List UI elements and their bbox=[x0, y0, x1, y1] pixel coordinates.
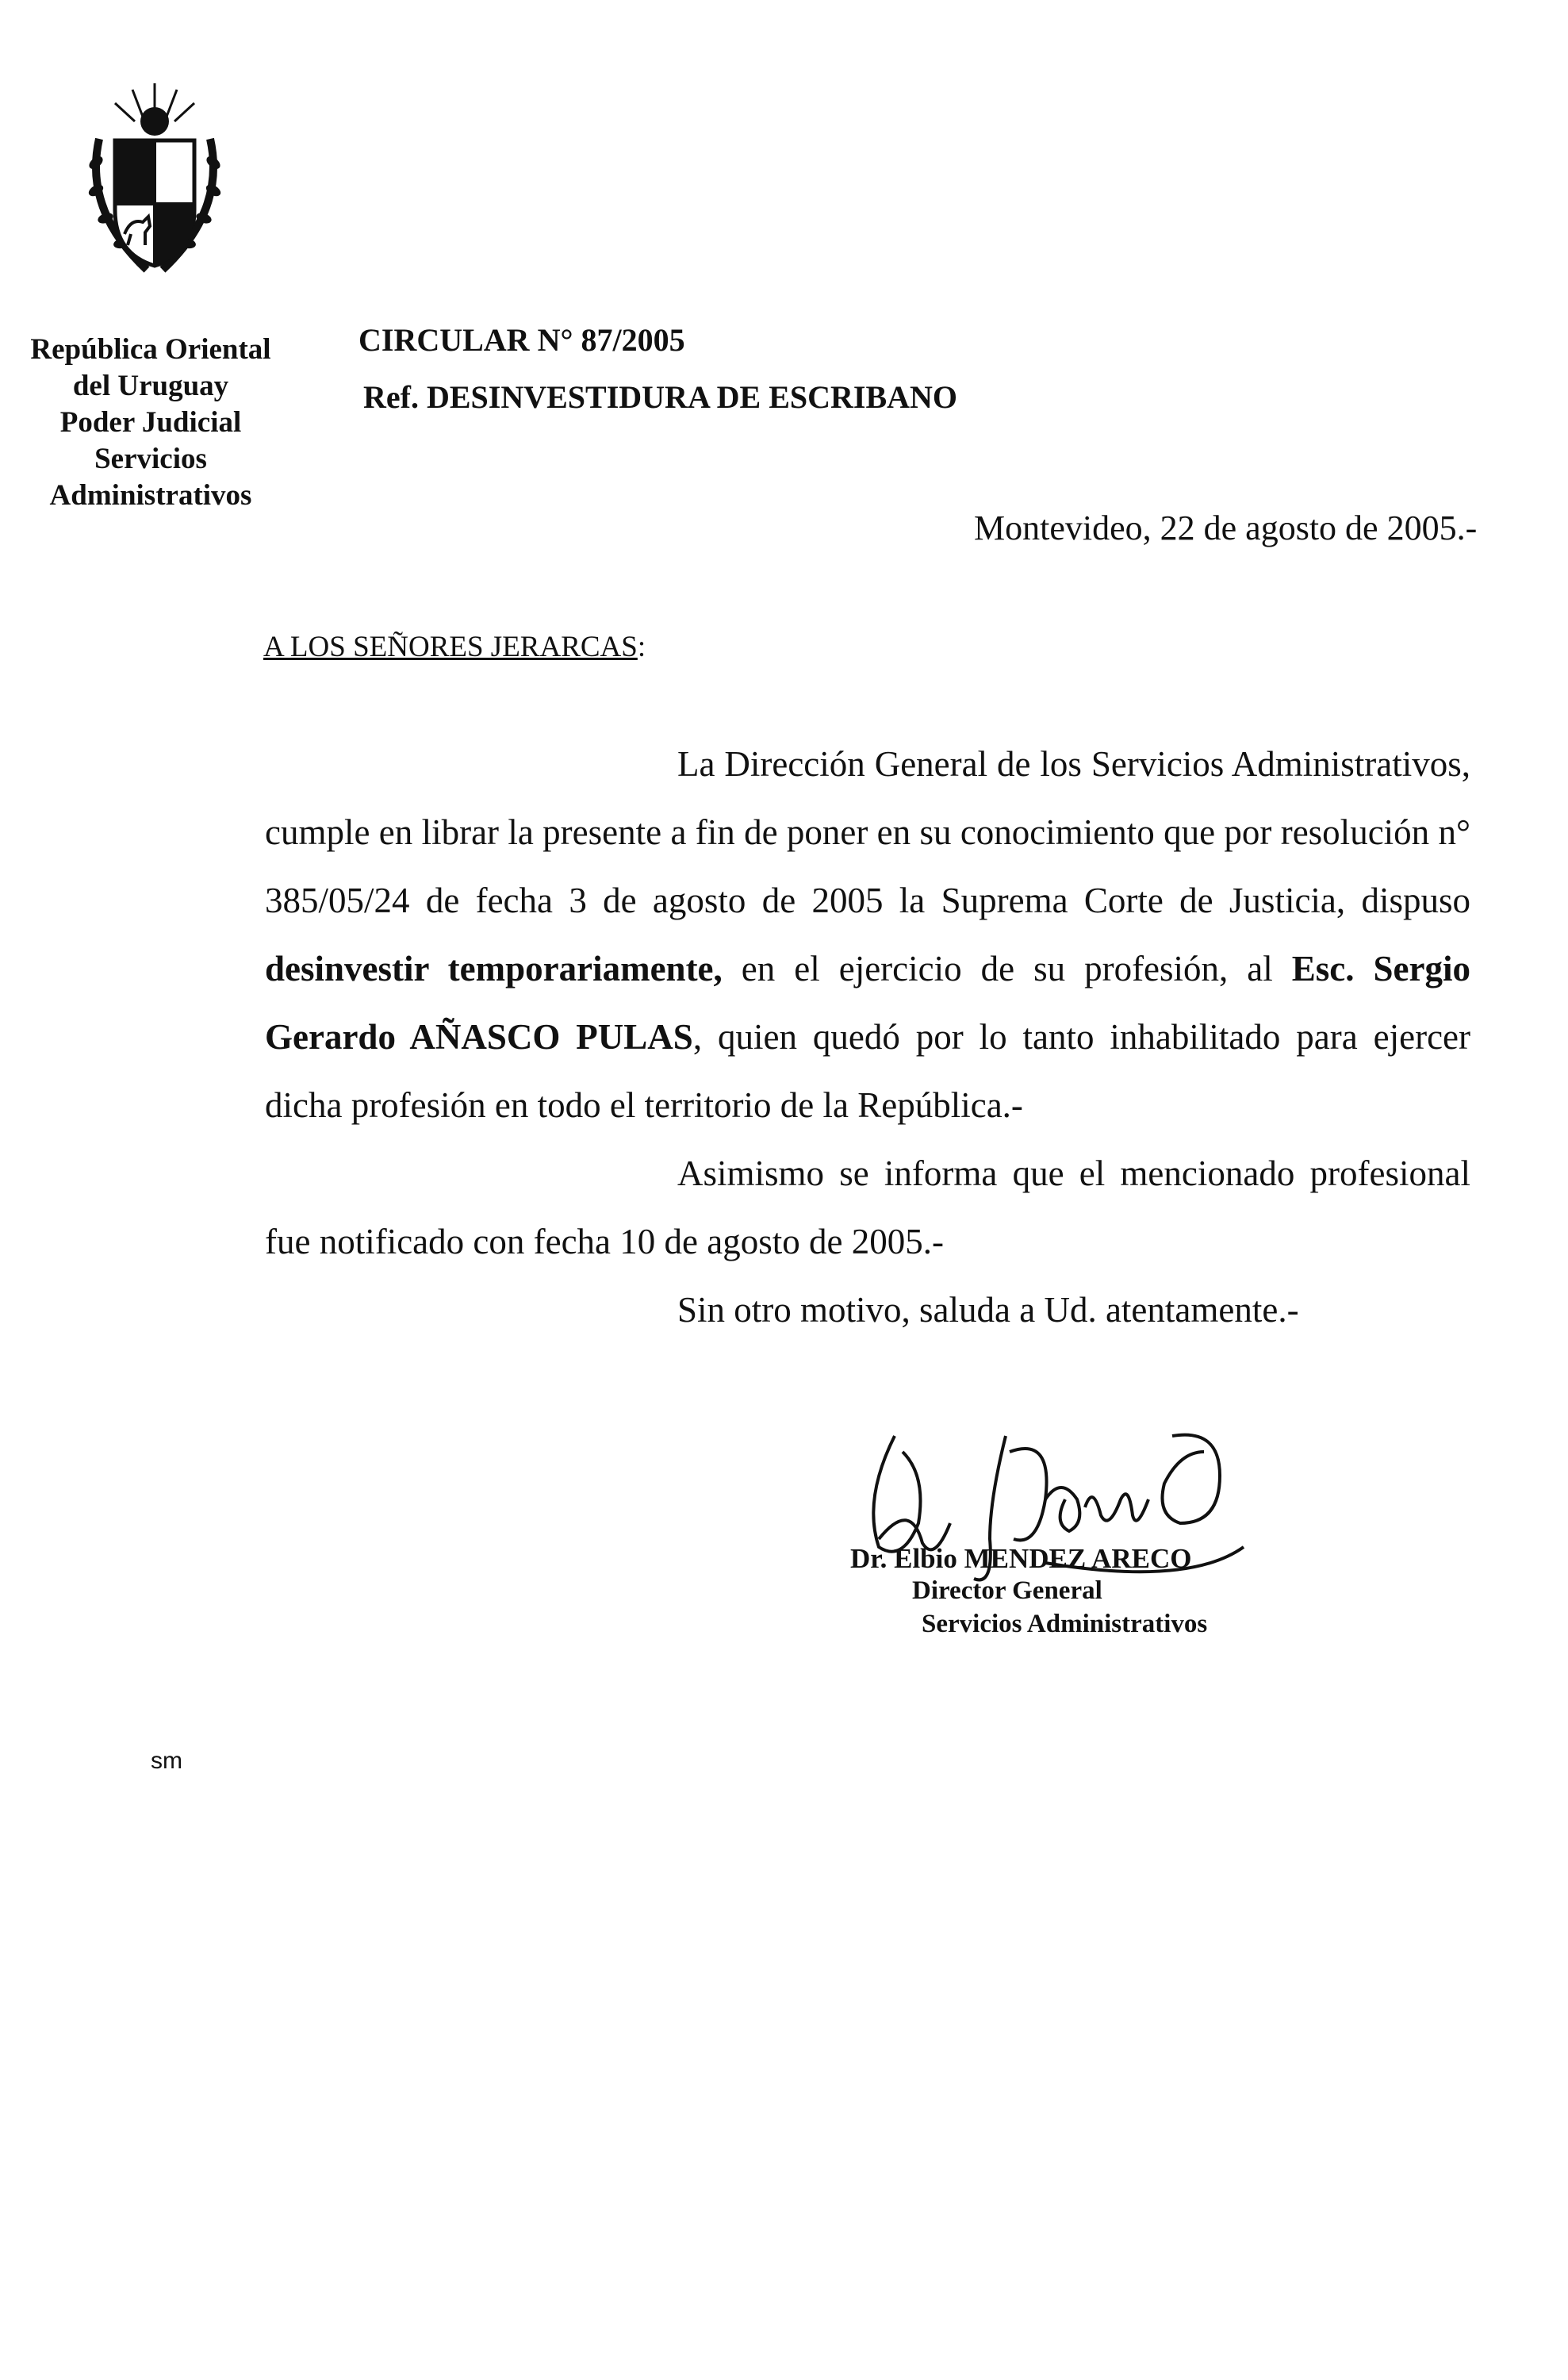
typist-initials: sm bbox=[151, 1748, 182, 1774]
institution-block bbox=[24, 332, 278, 514]
body-paragraph-2: Asimismo se informa que el mencionado profesional fue notificado con fecha 10 de agosto de 2005.- bbox=[265, 1154, 1470, 1261]
reference-line: Ref. DESINVESTIDURA DE ESCRIBANO bbox=[363, 379, 958, 415]
p1-text-e: , quien quedó por lo tanto inhabilitado para ejercer dicha profesión en todo el territorio de la República.- bbox=[265, 1017, 1470, 1125]
body-paragraph-3: Sin otro motivo, saluda a Ud. atentamente.- bbox=[677, 1290, 1299, 1330]
institution-line: República Oriental bbox=[30, 333, 271, 366]
letter-body bbox=[265, 730, 1470, 1344]
signatory-title: Director General bbox=[912, 1576, 1102, 1605]
p1-bold-name: Esc. Sergio Gerardo AÑASCO PULAS bbox=[265, 949, 1470, 1057]
institution-line: del Uruguay bbox=[72, 370, 229, 402]
salutation bbox=[263, 630, 646, 664]
signatory-office: Servicios Administrativos bbox=[922, 1610, 1208, 1638]
institution-line: Administrativos bbox=[49, 479, 252, 512]
salutation-colon: : bbox=[637, 631, 646, 663]
circular-number: CIRCULAR N° 87/2005 bbox=[358, 322, 685, 358]
p1-bold-action: desinvestir temporariamente, bbox=[265, 949, 723, 988]
p1-text-a: La Dirección General de los Servicios Administrativos, cumple en librar la presente a fin de poner en su conocimiento que por resolución n° 385/05/24 de fecha 3 de agosto de 2005 la Suprema Corte de Justicia, dispuso bbox=[265, 744, 1470, 920]
institution-line: Poder Judicial bbox=[59, 406, 242, 439]
p1-text-c: en el ejercicio de su profesión, al bbox=[722, 949, 1292, 988]
body-paragraph-1 bbox=[265, 730, 1470, 1139]
signatory-name: Dr. Elbio MENDEZ ARECO bbox=[850, 1543, 1192, 1574]
institution-line: Servicios bbox=[94, 443, 207, 475]
coat-of-arms-icon bbox=[75, 75, 234, 290]
salutation-text: A LOS SEÑORES JERARCAS bbox=[263, 631, 638, 663]
letter-date: Montevideo, 22 de agosto de 2005.- bbox=[974, 509, 1478, 547]
